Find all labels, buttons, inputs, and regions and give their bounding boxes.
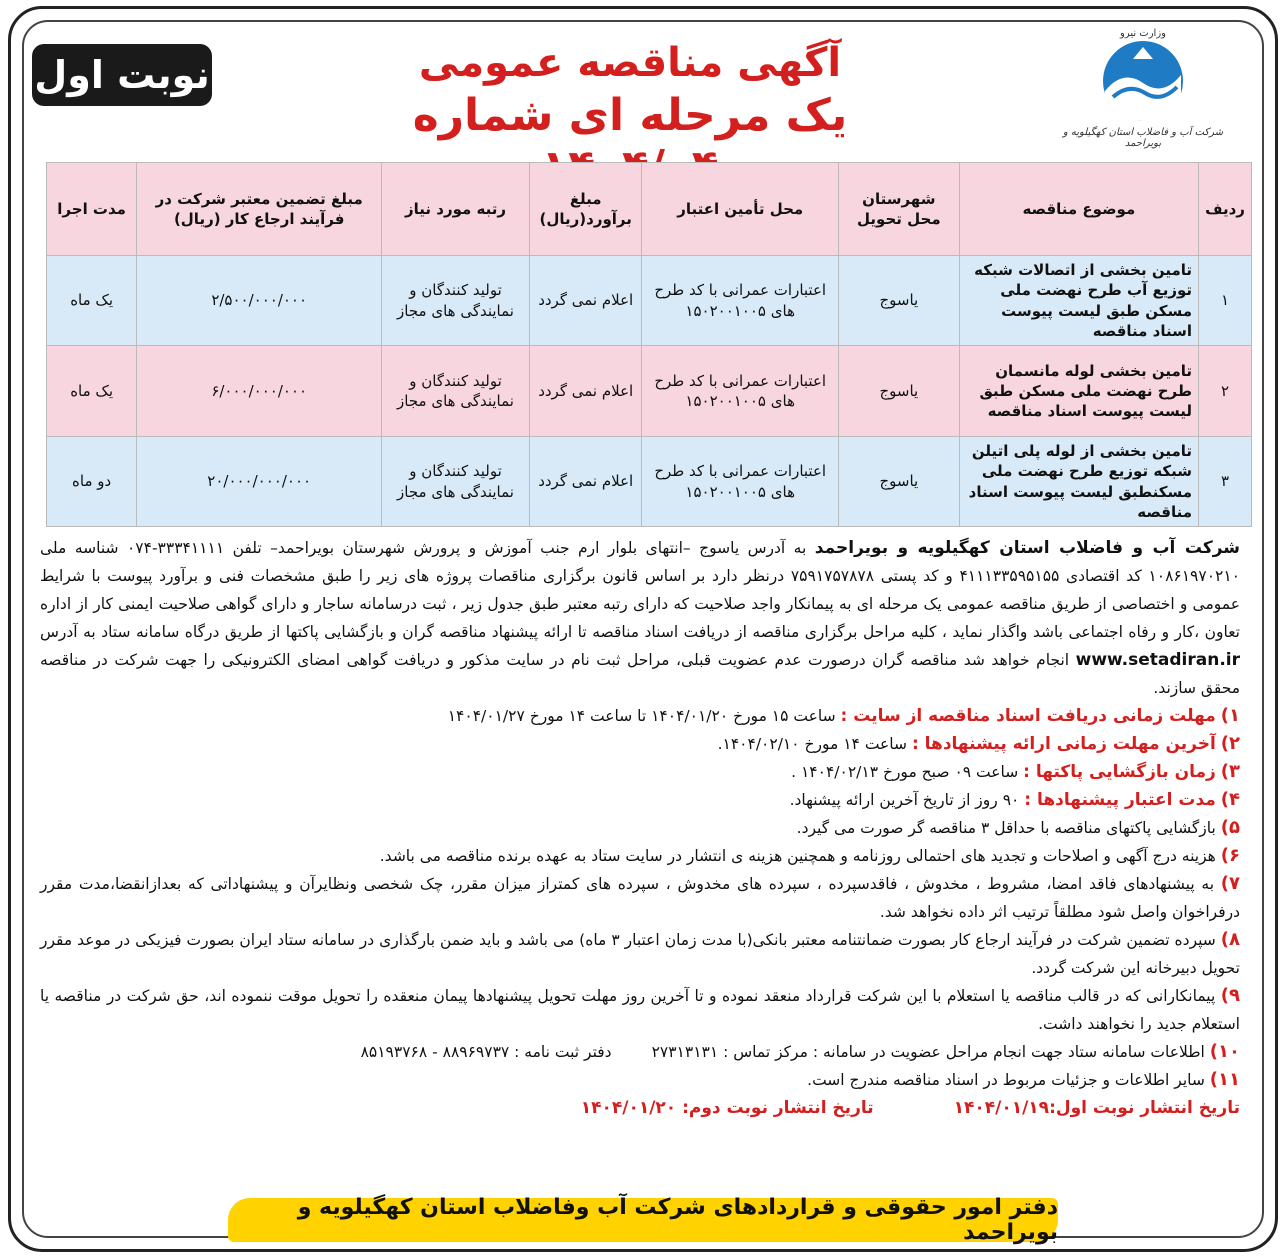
row-subject: تامین بخشی از لوله پلی اتیلن شبکه توزیع طرح نهضت ملی مسکنطبق لیست پیوست اسناد مناقصه — [959, 437, 1198, 527]
header-row-number: ردیف — [1199, 163, 1252, 256]
list-item — [40, 1066, 1240, 1094]
row-subject: تامین بخشی از اتصالات شبکه توزیع آب طرح نهضت ملی مسکن طبق لیست پیوست اسناد مناقصه — [959, 256, 1198, 346]
page-title: آگهی مناقصه عمومی — [418, 40, 842, 86]
item-number: ۸) — [1220, 929, 1240, 950]
item-text: سایر اطلاعات و جزئیات مربوط در اسناد مناقصه مندرج است. — [807, 1071, 1205, 1089]
footer-banner: دفتر امور حقوقی و قراردادهای شرکت آب وفاضلاب استان کهگیلویه و بویراحمد — [228, 1198, 1058, 1242]
item-number: ۹) — [1220, 985, 1240, 1006]
registry-numbers: دفتر ثبت نامه : ۸۸۹۶۹۷۳۷ - ۸۵۱۹۳۷۶۸ — [360, 1043, 612, 1061]
row-estimate: اعلام نمی گردد — [529, 346, 642, 437]
tender-table — [46, 162, 1252, 527]
item-label: مدت اعتبار پیشنهادها : — [1024, 790, 1216, 810]
header-rank: رتبه مورد نیاز — [382, 163, 530, 256]
row-duration: یک ماه — [47, 346, 137, 437]
item-number: ۱۱) — [1209, 1069, 1240, 1090]
list-item — [40, 926, 1240, 982]
announcement-body — [40, 534, 1240, 1122]
item-label: مهلت زمانی دریافت اسناد مناقصه از سایت : — [840, 706, 1216, 726]
item-text: ساعت ۱۵ مورخ ۱۴۰۴/۰۱/۲۰ تا ساعت ۱۴ مورخ ۱۴۰۴/۰۱/۲۷ — [447, 707, 836, 725]
header-duration: مدت اجرا — [47, 163, 137, 256]
list-item — [40, 842, 1240, 870]
row-number: ۲ — [1199, 346, 1252, 437]
first-publish-date: تاریخ انتشار نوبت اول:۱۴۰۴/۰۱/۱۹ — [953, 1098, 1240, 1118]
header-city: شهرستان محل تحویل — [838, 163, 959, 256]
water-wave-emblem-icon — [1093, 39, 1193, 123]
list-item — [40, 982, 1240, 1038]
item-text: پیمانکارانی که در قالب مناقصه یا استعلام با این شرکت قرارداد منعقد نموده و تا آخرین روز مهلت تحویل پیشنهادها پیمان منعقده را تحویل موقت ننموده اند، حق شرکت در مناقصه یا استعلام جدید را نخواهند داشت. — [40, 987, 1240, 1033]
intro-company: شرکت آب و فاضلاب استان کهگیلویه و بویراحمد — [814, 538, 1240, 558]
company-label: شرکت آب و فاضلاب استان کهگیلویه و بویراحمد — [1062, 127, 1224, 149]
row-guarantee: ۶/۰۰۰/۰۰۰/۰۰۰ — [137, 346, 382, 437]
header-funding: محل تأمین اعتبار — [642, 163, 838, 256]
intro-text: به آدرس یاسوج –انتهای بلوار ارم جنب آموزش و پرورش شهرستان بویراحمد– تلفن ۳۳۳۴۱۱۱۱-۰۷۴ شناسه ملی ۱۰۸۶۱۹۷۰۲۱۰ کد اقتصادی ۴۱۱۱۳۳۵۹۵۱۵۵ و کد پستی ۷۵۹۱۷۵۷۸۷۸ درنظر دارد بر اساس قانون برگزاری مناقصات پروژه های زیر را طبق مشخصات فنی و برآورد پیوست با شرایط عمومی و اختصاصی از طریق مناقصه عمومی یک مرحله ای به پیمانکار واجد صلاحیت که دارای رتبه معتبر طبق جدول زیر ، ثبت درسامانه ساجار و دارای گواهی صلاحیت ایمنی کار از اداره تعاون ،کار و رفاه اجتماعی باشد واگذار نماید ، کلیه مراحل برگزاری مناقصه از دریافت اسناد مناقصه تا ارائه پیشنهاد مناقصه گران و بازگشایی پاکتها از طریق درگاه سامانه ستاد به آدرس — [40, 539, 1240, 641]
row-estimate: اعلام نمی گردد — [529, 437, 642, 527]
row-rank: تولید کنندگان و نمایندگی های مجاز — [382, 346, 530, 437]
table-row — [47, 346, 1252, 437]
publish-dates — [40, 1094, 1240, 1122]
list-item — [40, 758, 1240, 786]
company-logo — [1058, 28, 1228, 158]
row-city: یاسوج — [838, 256, 959, 346]
item-text: ۹۰ روز از تاریخ آخرین ارائه پیشنهاد. — [789, 791, 1020, 809]
row-city: یاسوج — [838, 437, 959, 527]
header-subject: موضوع مناقصه — [959, 163, 1198, 256]
item-text: ساعت ۱۴ مورخ ۱۴۰۴/۰۲/۱۰. — [717, 735, 907, 753]
row-rank: تولید کنندگان و نمایندگی های مجاز — [382, 256, 530, 346]
item-number: ۷) — [1220, 873, 1240, 894]
row-subject: تامین بخشی لوله مانسمان طرح نهضت ملی مسکن طبق لیست پیوست اسناد مناقصه — [959, 346, 1198, 437]
edition-badge: نوبت اول — [32, 44, 212, 106]
list-item — [40, 786, 1240, 814]
table-row — [47, 437, 1252, 527]
item-text: ساعت ۰۹ صبح مورخ ۱۴۰۴/۰۲/۱۳ . — [791, 763, 1019, 781]
item-number: ۱۰) — [1209, 1041, 1240, 1062]
row-funding: اعتبارات عمرانی با کد طرح های ۱۵۰۲۰۰۱۰۰۵ — [642, 346, 838, 437]
row-rank: تولید کنندگان و نمایندگی های مجاز — [382, 437, 530, 527]
list-item — [40, 870, 1240, 926]
ministry-label: وزارت نیرو — [1119, 28, 1166, 39]
row-estimate: اعلام نمی گردد — [529, 256, 642, 346]
list-item — [40, 730, 1240, 758]
list-item — [40, 814, 1240, 842]
intro-paragraph — [40, 534, 1240, 702]
row-guarantee: ۲/۵۰۰/۰۰۰/۰۰۰ — [137, 256, 382, 346]
item-number: ۵) — [1220, 817, 1240, 838]
row-duration: دو ماه — [47, 437, 137, 527]
item-text: بازگشایی پاکتهای مناقصه با حداقل ۳ مناقصه گر صورت می گیرد. — [796, 819, 1216, 837]
row-number: ۳ — [1199, 437, 1252, 527]
setad-link[interactable]: www.setadiran.ir — [1075, 650, 1240, 670]
list-item — [40, 702, 1240, 730]
item-text: به پیشنهادهای فاقد امضا، مشروط ، مخدوش ، فاقدسپرده ، سپرده های مخدوش ، سپرده های کمتراز میزان مقرر، چک شخصی ونظایرآن و پیشنهاداتی که بعدازانقضا،مدت مقرر درفراخوان واصل شود مطلقاً ترتیب اثر داده نخواهد شد. — [40, 875, 1240, 921]
table-row — [47, 256, 1252, 346]
row-city: یاسوج — [838, 346, 959, 437]
page-subtitle: یک مرحله ای شماره — [412, 90, 848, 141]
item-number: ۴) — [1220, 789, 1240, 810]
intro-text-2: انجام خواهد شد مناقصه گران درصورت عدم عضویت قبلی، مراحل ثبت نام در سایت مذکور و دریافت گواهی امضای الکترونیکی را جهت شرکت در مناقصه محقق سازند. — [40, 651, 1240, 697]
row-duration: یک ماه — [47, 256, 137, 346]
second-publish-date: تاریخ انتشار نوبت دوم: ۱۴۰۴/۰۱/۲۰ — [580, 1098, 874, 1118]
item-text: اطلاعات سامانه ستاد جهت انجام مراحل عضویت در سامانه : مرکز تماس : ۲۷۳۱۳۱۳۱ — [651, 1043, 1205, 1061]
row-guarantee: ۲۰/۰۰۰/۰۰۰/۰۰۰ — [137, 437, 382, 527]
list-item — [40, 1038, 1240, 1066]
header-guarantee: مبلغ تضمین معتبر شرکت در فرآیند ارجاع کار (ریال) — [137, 163, 382, 256]
item-number: ۶) — [1220, 845, 1240, 866]
item-text: سپرده تضمین شرکت در فرآیند ارجاع کار بصورت ضمانتنامه معتبر بانکی(با مدت زمان اعتبار ۳ ماه) می باشد و باید ضمن بارگذاری در سامانه ستاد ایران بصورت فیزیکی در موعد مقرر تحویل دبیرخانه این شرکت گردد. — [40, 931, 1240, 977]
item-number: ۲) — [1220, 733, 1240, 754]
row-funding: اعتبارات عمرانی با کد طرح های ۱۵۰۲۰۰۱۰۰۵ — [642, 437, 838, 527]
header-estimate: مبلغ برآورد(ریال) — [529, 163, 642, 256]
item-number: ۱) — [1220, 705, 1240, 726]
item-label: زمان بازگشایی پاکتها : — [1023, 762, 1216, 782]
item-label: آخرین مهلت زمانی ارائه پیشنهادها : — [911, 734, 1216, 754]
item-text: هزینه درج آگهی و اصلاحات و تجدید های احتمالی روزنامه و همچنین هزینه ی انتشار در سایت ستاد به عهده برنده مناقصه می باشد. — [379, 847, 1216, 865]
row-funding: اعتبارات عمرانی با کد طرح های ۱۵۰۲۰۰۱۰۰۵ — [642, 256, 838, 346]
row-number: ۱ — [1199, 256, 1252, 346]
item-number: ۳) — [1220, 761, 1240, 782]
